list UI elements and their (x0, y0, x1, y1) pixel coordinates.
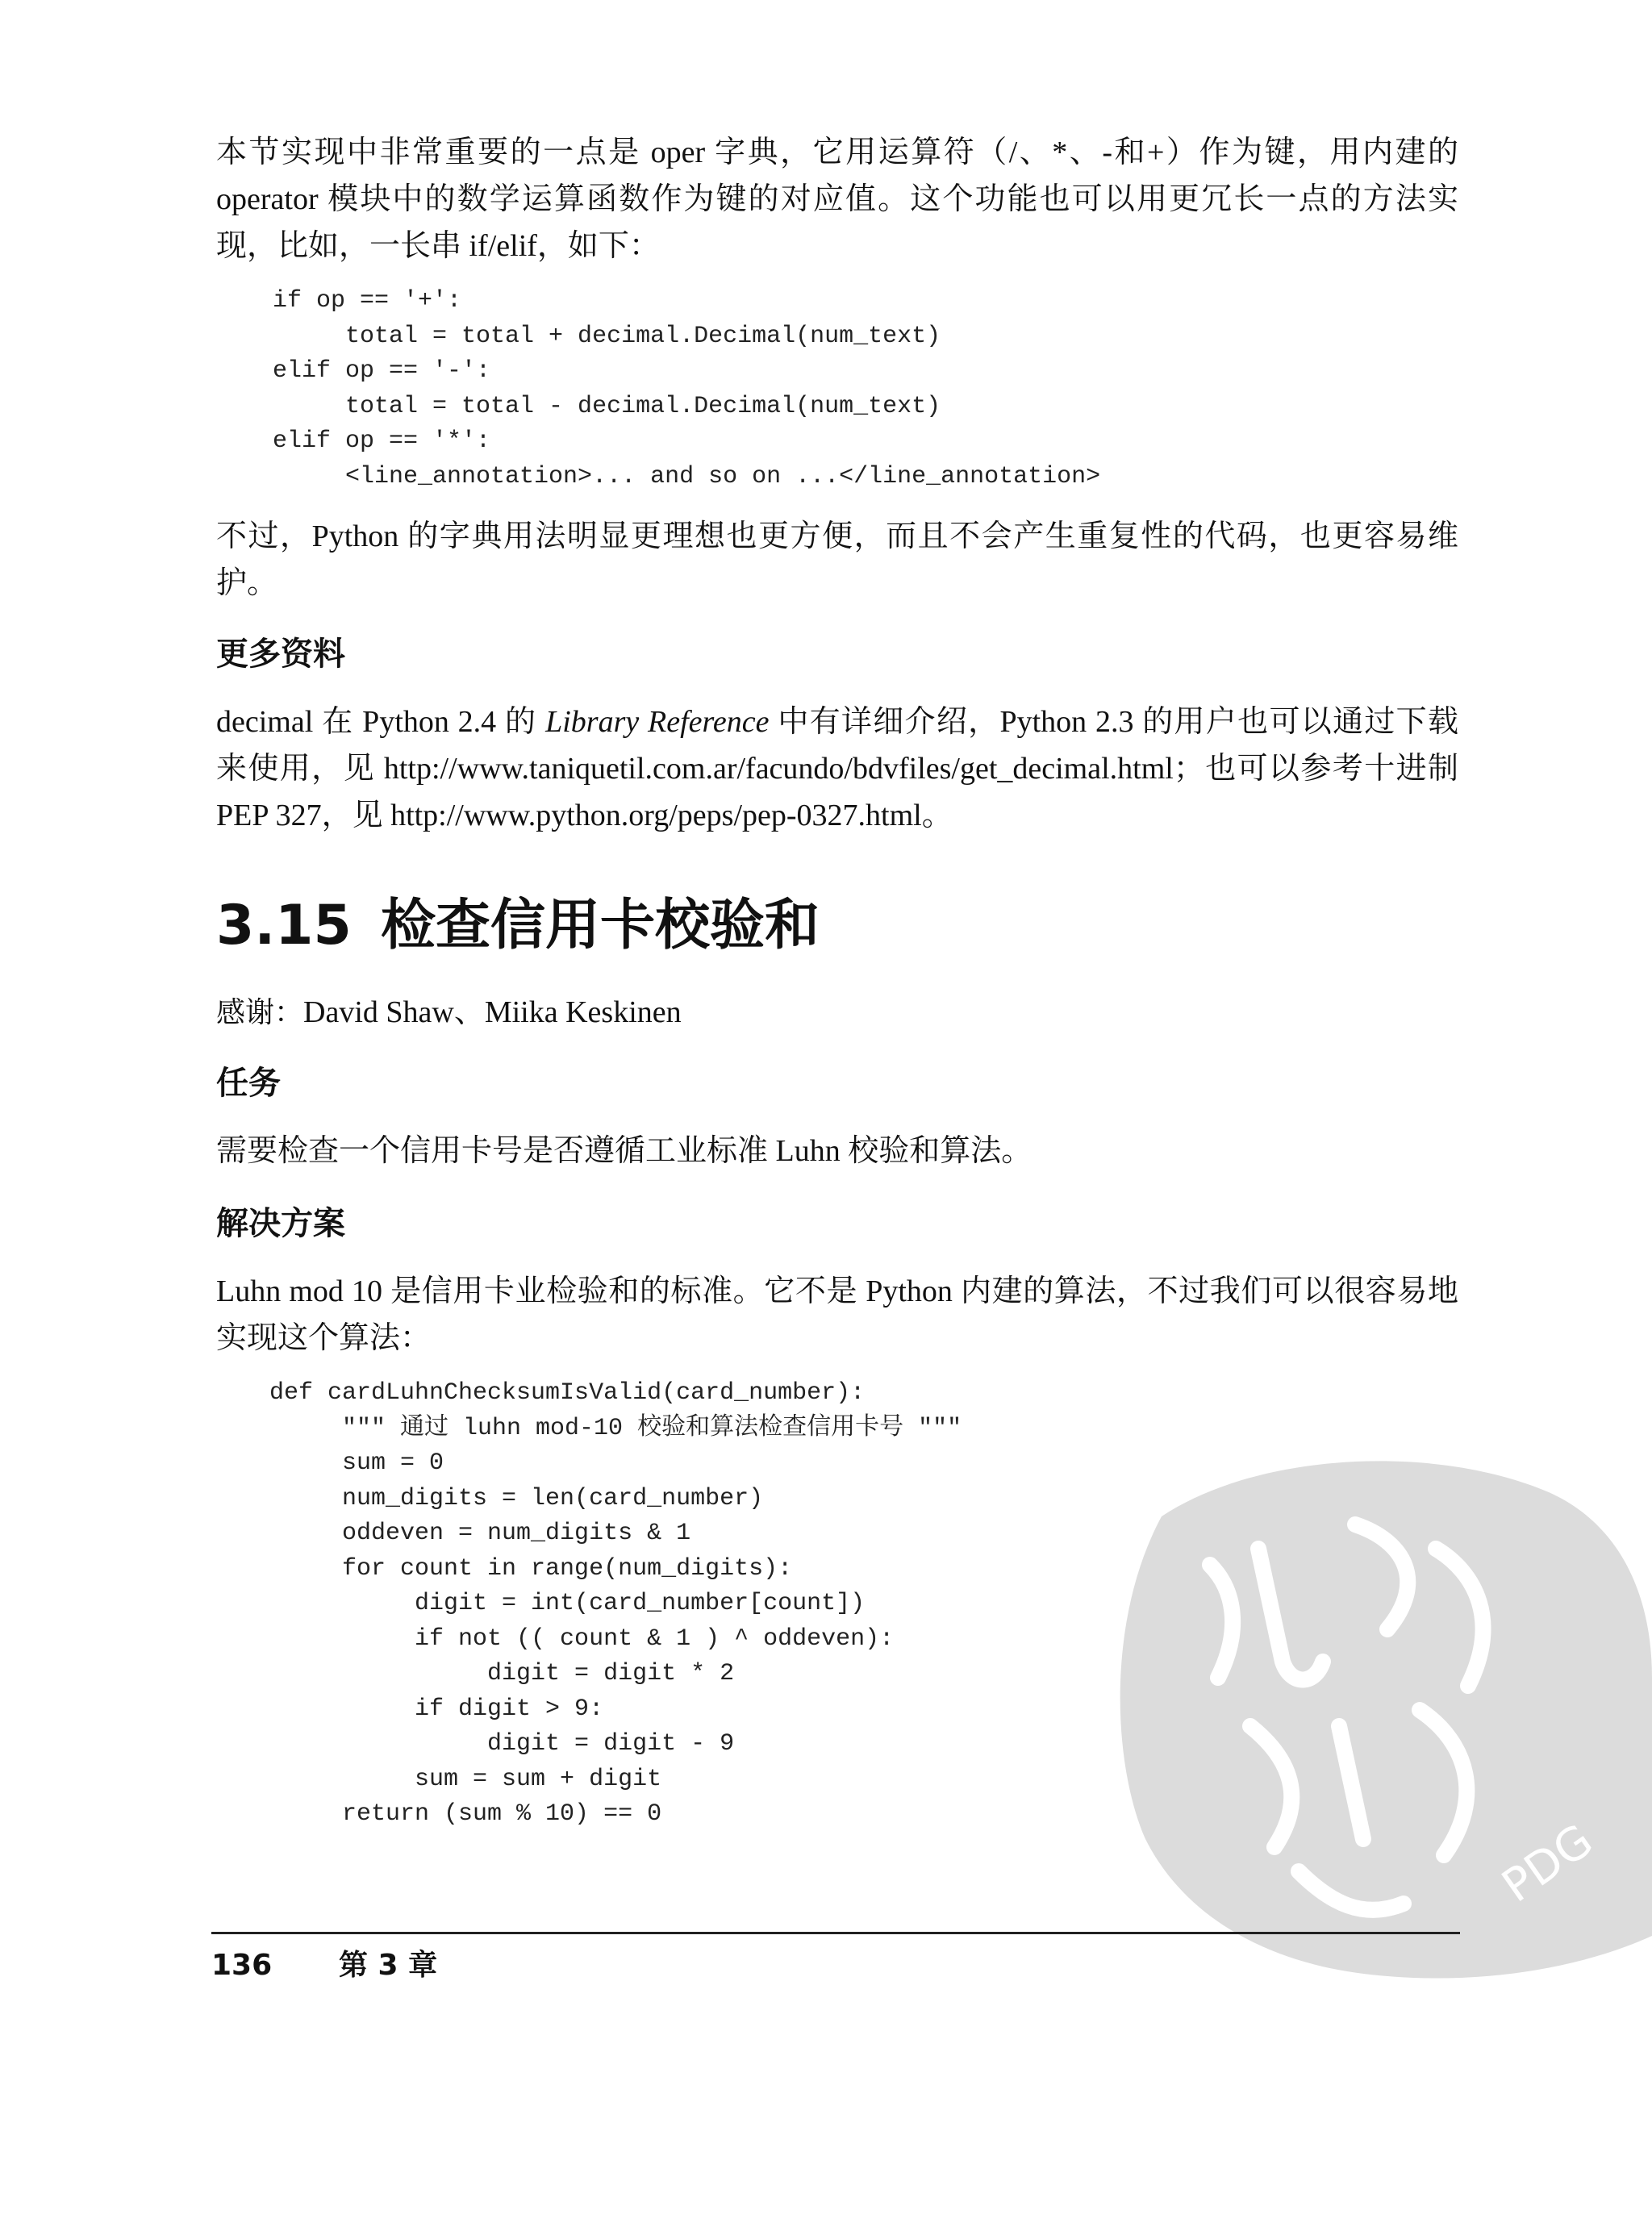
watermark-pdg-text: PDG (1492, 1814, 1603, 1913)
credits (216, 992, 682, 1033)
credit-names: David Shaw、Miika Keskinen (303, 995, 682, 1029)
section-number: 3.15 (216, 894, 352, 957)
footer-rule (211, 1932, 1460, 1934)
page-number: 136 (211, 1949, 273, 1982)
more-info-text-2: 中有详细介绍，Python 2.3 的用户也可以通过下载来使用，见 http://www.taniquetil.com.ar/facundo/bdvfiles/get_decimal.html；也可以参考十进制 PEP 327，见 http://www.python.org/peps/pep-0327.html。 (216, 705, 1458, 832)
chapter-label: 第 3 章 (339, 1949, 438, 1982)
task-heading: 任务 (216, 1065, 281, 1102)
intro-paragraph-2: 不过，Python 的字典用法明显更理想也更方便，而且不会产生重复性的代码，也更容易维护。 (216, 519, 1458, 600)
code-block-luhn: def cardLuhnChecksumIsValid(card_number): """ 通过 luhn mod-10 校验和算法检查信用卡号 """ sum = 0 num_digits = len(card_number) oddeven = num_digits & 1 for count in range(num_digits): digit = int(card_number[count]) if not (( count & 1 ) ^ oddeven): digit = digit * 2 if digit > 9: digit = digit - 9 sum = sum + digit return (sum % 10) == 0 (269, 1379, 962, 1828)
task-text: 需要检查一个信用卡号是否遵循工业标准 Luhn 校验和算法。 (216, 1134, 1032, 1168)
solution-text: Luhn mod 10 是信用卡业检验和的标准。它不是 Python 内建的算法，不过我们可以很容易地实现这个算法： (216, 1274, 1458, 1355)
library-reference-title: Library Reference (545, 705, 770, 739)
intro-paragraph-1: 本节实现中非常重要的一点是 oper 字典，它用运算符（/、*、-和+）作为键，用内建的 operator 模块中的数学运算函数作为键的对应值。这个功能也可以用更冗长一点的方法实现，比如，一长串 if/elif，如下： (216, 136, 1458, 263)
more-info-heading: 更多资料 (216, 636, 345, 673)
more-info-paragraph (216, 699, 1458, 839)
code-block-if-elif: if op == '+': total = total + decimal.Decimal(num_text) elif op == '-': total = total - decimal.Decimal(num_text) elif op == '*': <line_annotation>... and so on ...</line_annotation> (273, 287, 1101, 490)
more-info-text-1: decimal 在 Python 2.4 的 (216, 705, 546, 739)
credit-label: 感谢： (216, 996, 304, 1029)
section-title: 检查信用卡校验和 (381, 894, 820, 957)
solution-heading: 解决方案 (216, 1205, 345, 1242)
pdg-watermark (1097, 1420, 1652, 1984)
